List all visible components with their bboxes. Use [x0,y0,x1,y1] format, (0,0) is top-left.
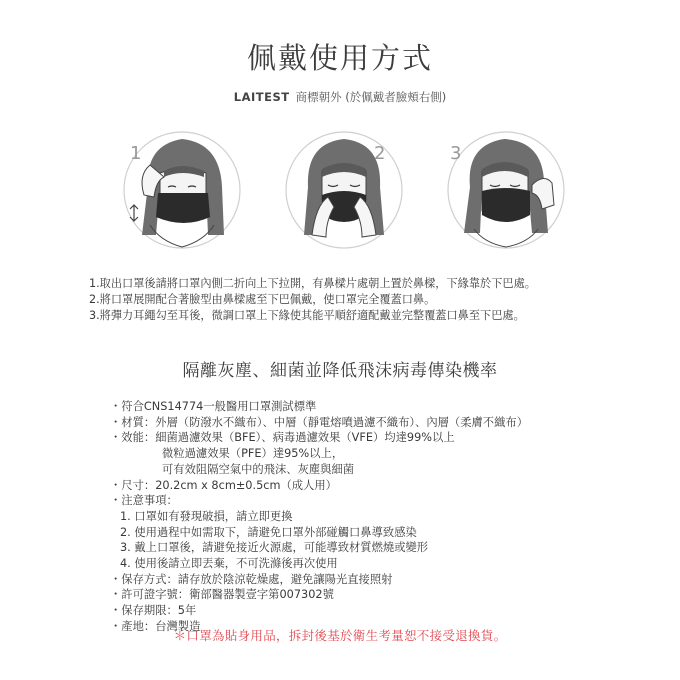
return-policy-note: ＊口罩為貼身用品，拆封後基於衛生考量恕不接受退換貨。 [173,628,507,643]
spec-function-line-2: 微粒過濾效果（PFE）達95%以上， [162,447,344,461]
step-1-figure [120,125,244,255]
step-1-number: 1 [130,143,142,164]
page-title: 佩戴使用方式 [246,41,433,75]
subtitle [0,89,680,105]
step-1-illustration [120,125,244,255]
subtitle-text: 商標朝外 (於佩戴者臉頰右側) [295,90,447,104]
spec-list [110,399,528,635]
section-heading: 隔離灰塵、細菌並降低飛沫病毒傳染機率 [182,361,498,381]
spec-material: ・材質：外層（防潑水不織布）、中層（靜電熔噴過濾不織布）、內層（柔膚不織布） [110,415,528,429]
brand-name: LAITEST [233,90,290,104]
spec-origin: ・產地：台灣製造 [110,619,201,633]
spec-notes-label: ・注意事項： [110,494,178,508]
spec-license: ・許可證字號：衛部醫器製壹字第007302號 [110,588,334,602]
spec-expiry: ・保存期限：5年 [110,604,197,618]
spec-note-item: 3. 戴上口罩後，請避免接近火源處，可能導致材質燃燒或變形 [120,541,429,555]
spec-note-item: 1. 口罩如有發現破損，請立即更換 [120,509,293,523]
step-3-illustration [444,125,568,255]
instruction-item: 3.將彈力耳繩勾至耳後，微調口罩上下緣使其能平順舒適配戴並完整覆蓋口鼻至下巴處。 [89,309,525,322]
spec-standard: ・符合CNS14774一般醫用口罩測試標準 [110,400,317,413]
step-2-figure [282,125,406,255]
spec-note-item: 2. 使用過程中如需取下，請避免口罩外部碰觸口鼻導致感染 [120,525,417,539]
spec-note-item: 4. 使用後請立即丟棄，不可洗滌後再次使用 [120,557,338,571]
instruction-item: 1.取出口罩後請將口罩內側二折向上下拉開，有鼻樑片處朝上置於鼻樑，下緣靠於下巴處。 [89,277,536,290]
spec-function: ・效能：細菌過濾效果（BFE）、病毒過濾效果（VFE）均達99%以上 [110,431,455,445]
spec-storage: ・保存方式：請存放於陰涼乾燥處，避免讓陽光直接照射 [110,572,393,586]
instruction-list [89,276,536,324]
step-illustrations [120,125,570,255]
instruction-item: 2.將口罩展開配合著臉型由鼻樑處至下巴佩戴，使口罩完全覆蓋口鼻。 [89,293,436,306]
step-3-number: 3 [450,143,462,164]
spec-function-line-3: 可有效阻隔空氣中的飛沫、灰塵與細菌 [162,462,355,476]
step-3-figure [444,125,568,255]
spec-size: ・尺寸：20.2cm x 8cm±0.5cm（成人用） [110,478,337,492]
step-2-number: 2 [374,143,386,164]
step-2-illustration [282,125,406,255]
